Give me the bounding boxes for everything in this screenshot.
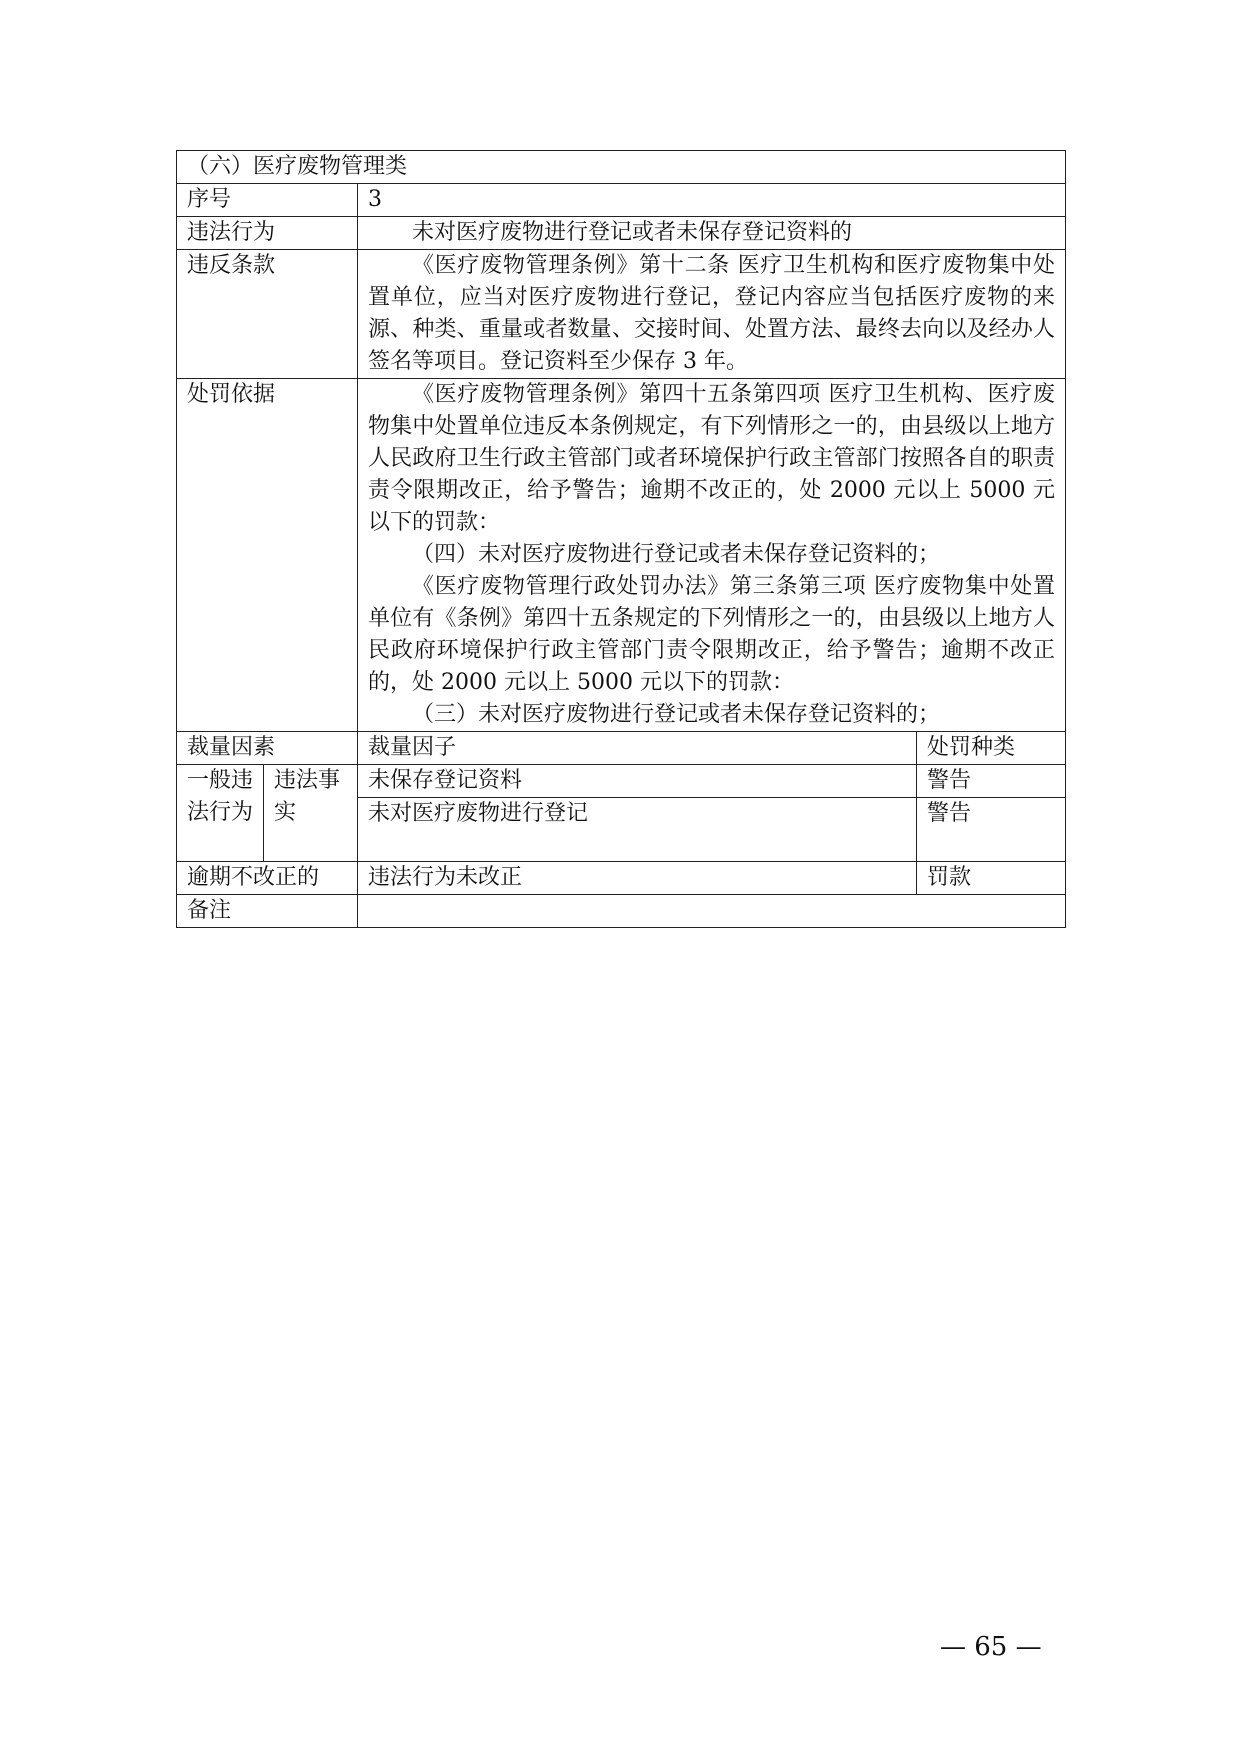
discretion-criteria-label: 裁量因子 (358, 732, 917, 765)
serial-row (177, 184, 1066, 217)
illegal-act-row (177, 217, 1066, 250)
violated-clause-row (177, 250, 1066, 379)
discretion-criteria: 未保存登记资料 (358, 765, 917, 798)
penalty-basis-row (177, 379, 1066, 732)
serial-label: 序号 (177, 184, 358, 217)
illegal-facts-label: 违法事实 (264, 765, 358, 862)
serial-value: 3 (358, 184, 1066, 217)
page-number: — 65 — (940, 1632, 1042, 1662)
discretion-header-row (177, 732, 1066, 765)
discretion-factor-label: 裁量因素 (177, 732, 358, 765)
remarks-label: 备注 (177, 895, 358, 928)
violated-clause-label: 违反条款 (177, 250, 358, 379)
illegal-act-value: 未对医疗废物进行登记或者未保存登记资料的 (358, 217, 1066, 250)
remarks-value (358, 895, 1066, 928)
illegal-act-label: 违法行为 (177, 217, 358, 250)
discretion-penalty-type-label: 处罚种类 (917, 732, 1066, 765)
section-title: （六）医疗废物管理类 (177, 151, 1066, 184)
discretion-item-row (177, 765, 1066, 798)
section-title-row (177, 151, 1066, 184)
discretion-penalty: 警告 (917, 765, 1066, 798)
penalty-basis-paragraph: 《医疗废物管理行政处罚办法》第三条第三项 医疗废物集中处置单位有《条例》第四十五条规定的下列情形之一的，由县级以上地方人民政府环境保护行政主管部门责令限期改正，给予警告；逾期不改正的，处 2000 元以上 5000 元以下的罚款： (368, 574, 1056, 695)
penalty-table (176, 150, 1066, 928)
discretion-criteria: 未对医疗废物进行登记 (358, 798, 917, 862)
penalty-basis-paragraph: 《医疗废物管理条例》第四十五条第四项 医疗卫生机构、医疗废物集中处置单位违反本条例规定，有下列情形之一的，由县级以上地方人民政府卫生行政主管部门或者环境保护行政主管部门按照各自的职责责令限期改正，给予警告；逾期不改正的，处 2000 元以上 5000 元以下的罚款： (368, 382, 1056, 535)
penalty-basis-value (358, 379, 1066, 732)
violated-clause-value: 《医疗废物管理条例》第十二条 医疗卫生机构和医疗废物集中处置单位，应当对医疗废物进行登记，登记内容应当包括医疗废物的来源、种类、重量或者数量、交接时间、处置方法、最终去向以及经办人签名等项目。登记资料至少保存 3 年。 (358, 250, 1066, 379)
overdue-penalty: 罚款 (917, 862, 1066, 895)
penalty-basis-paragraph: （四）未对医疗废物进行登记或者未保存登记资料的； (412, 542, 941, 567)
discretion-penalty: 警告 (917, 798, 1066, 862)
penalty-basis-paragraph: （三）未对医疗废物进行登记或者未保存登记资料的； (412, 702, 941, 727)
general-illegal-act-label: 一般违法行为 (177, 765, 264, 862)
overdue-label: 逾期不改正的 (177, 862, 358, 895)
remarks-row (177, 895, 1066, 928)
penalty-basis-label: 处罚依据 (177, 379, 358, 732)
overdue-row (177, 862, 1066, 895)
overdue-criteria: 违法行为未改正 (358, 862, 917, 895)
